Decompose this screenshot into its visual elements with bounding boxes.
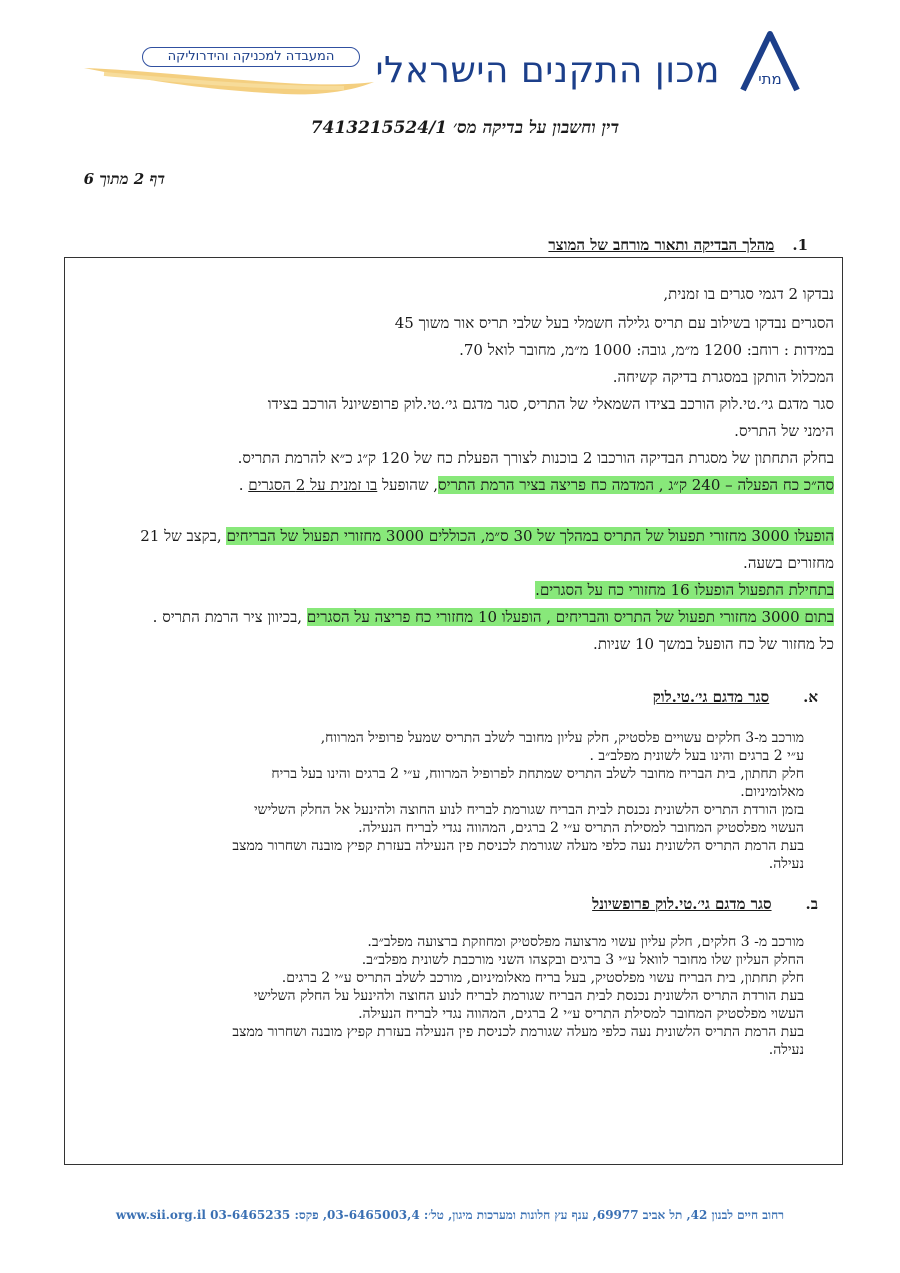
body-line: בתום 3000 מחזורי תפעול של התריס והבריחים , הופעלו 10 מחזורי כח פריצה על הסגרים ,בכיוון ציר הרמת התריס . xyxy=(152,608,834,626)
subsection-b-line: בעת הרמת התריס הלשונית נעה כלפי מעלה שגורמת לכניסת פין הנעילה בעזרת קפיץ מובנה ושחרור ממצב xyxy=(232,1024,804,1040)
body-line: מחזורים בשעה. xyxy=(743,554,834,572)
org-name: מכון התקנים הישראלי xyxy=(375,50,720,91)
subsection-b-line: חלק תחתון, בית הבריח עשוי מפלסטיק, בעל בריח מאלומיניום, מורכב לשלב התריס ע״י 2 ברגים. xyxy=(281,970,804,986)
body-line: בחלק התחתון של מסגרת הבדיקה הורכבו 2 בוכנות לצורך הפעלת כח של 120 ק״ג כ״א להרמת התריס. xyxy=(237,449,834,467)
body-line: כל מחזור של כח הופעל במשך 10 שניות. xyxy=(593,635,834,653)
body-line: המכלול הותקן במסגרת בדיקה קשיחה. xyxy=(612,368,834,386)
section-title: מהלך הבדיקה ותאור מורחב של המוצר xyxy=(548,236,775,254)
highlighted-text: סה״כ כח הפעלה – 240 ק״ג , המדמה כח פריצה בציר הרמת התריס xyxy=(438,476,834,494)
body-line: במידות : רוחב: 1200 מ״מ, גובה: 1000 מ״מ, מחובר לואל 70. xyxy=(459,341,834,359)
subsection-a-line: חלק תחתון, בית הבריח מחובר לשלב התריס שמתחת לפרופיל המרווח, ע״י 2 ברגים והינו בעל בריח xyxy=(271,766,804,782)
body-line: נבדקו 2 דגמי סגרים בו זמנית, xyxy=(663,285,834,303)
section-number: 1. xyxy=(792,236,808,254)
subsection-a-line: נעילה. xyxy=(768,856,804,872)
report-title: דין וחשבון על בדיקה מס׳ 7413215524/1 xyxy=(310,118,620,138)
body-line: הופעלו 3000 מחזורי תפעול של התריס במהלך של 30 ס״מ, הכוללים 3000 מחזורי תפעול של הבריחים ,בקצב של 21 xyxy=(140,527,834,545)
subsection-a-line: ע״י 2 ברגים והינו בעל לשונית מפלב״ב . xyxy=(589,748,804,764)
body-line: סה״כ כח הפעלה – 240 ק״ג , המדמה כח פריצה בציר הרמת התריס, שהופעל בו זמנית על 2 הסגרים . xyxy=(238,476,834,494)
subsection-a-line: בעת הרמת התריס הלשונית נעה כלפי מעלה שגורמת לכניסת פין הנעילה בעזרת קפיץ מובנה ושחרור ממצב xyxy=(232,838,804,854)
lab-name-badge: המעבדה למכניקה והידרוליקה xyxy=(142,47,360,67)
subsection-a-line: מורכב מ-3 חלקים עשויים פלסטיק, חלק עליון מחובר לשלב התריס שמעל פרופיל המרווח, xyxy=(320,730,804,746)
subsection-b-line: מורכב מ- 3 חלקים, חלק עליון עשוי מרצועה מפלסטיק ומחוזקת ברצועה מפלב״ב. xyxy=(367,934,804,950)
subsection-a-line: בזמן הורדת התריס הלשונית נכנסת לבית הבריח שגורמת לבריח לנוע החוצה ולהינעל אל החלק השלישי xyxy=(254,802,804,818)
subsection-b-line: החלק העליון שלו מחובר לוואל ע״י 3 ברגים ובקצהו השני מורכבת לשונית מפלב״ב. xyxy=(361,952,804,968)
subsection-a-line: העשוי מפלסטיק המחובר למסילת התריס ע״י 2 ברגים, המהווה נגדי לבריח הנעילה. xyxy=(358,820,804,836)
subsection-b-line: נעילה. xyxy=(768,1042,804,1058)
subsection-a-line: מאלומיניום. xyxy=(740,784,804,800)
section-heading xyxy=(548,236,808,255)
body-line: הסגרים נבדקו בשילוב עם תריס גלילה חשמלי בעל שלבי תריס אור משוך 45 xyxy=(394,314,834,332)
logo-text: מתי xyxy=(758,70,782,88)
body-line: הימני של התריס. xyxy=(734,422,834,440)
highlighted-text: בתחילת התפעול הופעלו 16 מחזורי כח על הסגרים. xyxy=(535,581,834,599)
subsection-a-heading: א.סגר מדגם גי׳.טי.לוק xyxy=(652,688,818,706)
subsection-b-heading: ב.סגר מדגם גי׳.טי.לוק פרופשיונל xyxy=(592,895,818,913)
subsection-b-line: העשוי מפלסטיק המחובר למסילת התריס ע״י 2 ברגים, המהווה נגדי לבריח הנעילה. xyxy=(358,1006,804,1022)
subsection-b-line: בעת הורדת התריס הלשונית נכנסת לבית הבריח שגורמת לבריח לנוע החוצה ולהינעל על החלק השלישי xyxy=(253,988,804,1004)
highlighted-text: הופעלו 3000 מחזורי תפעול של התריס במהלך של 30 ס״מ, הכוללים 3000 מחזורי תפעול של הבריחים xyxy=(226,527,834,545)
page-number: דף 2 מתוך 6 xyxy=(83,170,165,188)
footer-contact: רחוב חיים לבנון 42, תל אביב 69977, ענף עץ חלונות ומערכות מיגון, טל׳: 03-6465003,4, פקס: 03-6465235 www.sii.org.il xyxy=(115,1208,785,1222)
highlighted-text: בתום 3000 מחזורי תפעול של התריס והבריחים , הופעלו 10 מחזורי כח פריצה על הסגרים xyxy=(306,608,834,626)
sii-logo-icon xyxy=(735,28,805,94)
body-line: סגר מדגם גי׳.טי.לוק הורכב בצידו השמאלי של התריס, סגר מדגם גי׳.טי.לוק פרופשיונל הורכב בצידו xyxy=(267,395,834,413)
underlined-text: בו זמנית על 2 הסגרים xyxy=(248,476,378,494)
body-line xyxy=(535,580,834,600)
